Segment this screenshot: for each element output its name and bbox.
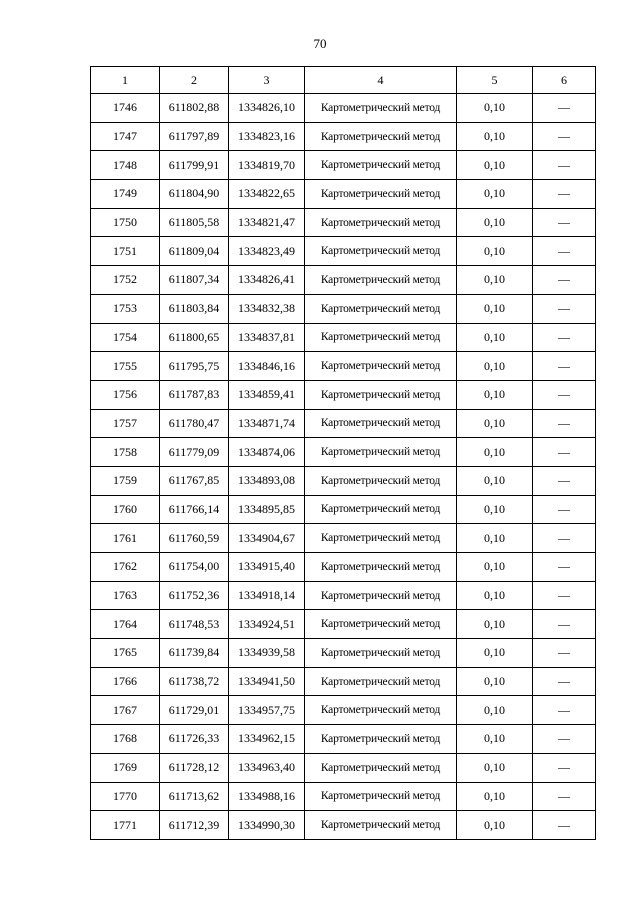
point-number-cell: 1761 [91,524,160,553]
x-coordinate-cell: 611787,83 [160,380,229,409]
table-row [91,266,596,295]
y-coordinate-cell: 1334826,41 [229,266,305,295]
x-coordinate-cell: 611754,00 [160,553,229,582]
table-row [91,438,596,467]
x-coordinate-cell: 611803,84 [160,294,229,323]
point-number-cell: 1762 [91,553,160,582]
method-cell: Картометрический метод [305,294,457,323]
accuracy-cell: 0,10 [457,380,533,409]
point-number-cell: 1766 [91,667,160,696]
method-cell: Картометрический метод [305,94,457,123]
method-cell: Картометрический метод [305,438,457,467]
x-coordinate-cell: 611728,12 [160,753,229,782]
y-coordinate-cell: 1334846,16 [229,352,305,381]
column-header-6: 6 [533,67,596,94]
accuracy-cell: 0,10 [457,667,533,696]
x-coordinate-cell: 611760,59 [160,524,229,553]
y-coordinate-cell: 1334918,14 [229,581,305,610]
x-coordinate-cell: 611752,36 [160,581,229,610]
accuracy-cell: 0,10 [457,208,533,237]
x-coordinate-cell: 611800,65 [160,323,229,352]
column-header-1: 1 [91,67,160,94]
table-row [91,409,596,438]
y-coordinate-cell: 1334988,16 [229,782,305,811]
table-row [91,581,596,610]
table-row [91,696,596,725]
accuracy-cell: 0,10 [457,151,533,180]
y-coordinate-cell: 1334823,16 [229,122,305,151]
table-row [91,180,596,209]
description-cell: — [533,180,596,209]
accuracy-cell: 0,10 [457,553,533,582]
point-number-cell: 1765 [91,639,160,668]
method-cell: Картометрический метод [305,122,457,151]
x-coordinate-cell: 611713,62 [160,782,229,811]
method-cell: Картометрический метод [305,180,457,209]
x-coordinate-cell: 611807,34 [160,266,229,295]
y-coordinate-cell: 1334837,81 [229,323,305,352]
method-cell: Картометрический метод [305,725,457,754]
accuracy-cell: 0,10 [457,639,533,668]
y-coordinate-cell: 1334963,40 [229,753,305,782]
point-number-cell: 1747 [91,122,160,151]
y-coordinate-cell: 1334819,70 [229,151,305,180]
method-cell: Картометрический метод [305,352,457,381]
point-number-cell: 1769 [91,753,160,782]
y-coordinate-cell: 1334957,75 [229,696,305,725]
y-coordinate-cell: 1334939,58 [229,639,305,668]
description-cell: — [533,725,596,754]
x-coordinate-cell: 611797,89 [160,122,229,151]
table-row [91,782,596,811]
point-number-cell: 1771 [91,811,160,840]
coordinates-table [90,66,596,840]
table-body [91,94,596,840]
point-number-cell: 1748 [91,151,160,180]
accuracy-cell: 0,10 [457,409,533,438]
accuracy-cell: 0,10 [457,524,533,553]
method-cell: Картометрический метод [305,639,457,668]
x-coordinate-cell: 611804,90 [160,180,229,209]
description-cell: — [533,696,596,725]
accuracy-cell: 0,10 [457,495,533,524]
method-cell: Картометрический метод [305,380,457,409]
description-cell: — [533,380,596,409]
point-number-cell: 1767 [91,696,160,725]
method-cell: Картометрический метод [305,696,457,725]
accuracy-cell: 0,10 [457,725,533,754]
accuracy-cell: 0,10 [457,94,533,123]
point-number-cell: 1756 [91,380,160,409]
description-cell: — [533,438,596,467]
description-cell: — [533,553,596,582]
method-cell: Картометрический метод [305,753,457,782]
x-coordinate-cell: 611767,85 [160,466,229,495]
accuracy-cell: 0,10 [457,237,533,266]
y-coordinate-cell: 1334895,85 [229,495,305,524]
point-number-cell: 1763 [91,581,160,610]
table-row [91,208,596,237]
column-header-3: 3 [229,67,305,94]
accuracy-cell: 0,10 [457,323,533,352]
point-number-cell: 1755 [91,352,160,381]
method-cell: Картометрический метод [305,323,457,352]
y-coordinate-cell: 1334990,30 [229,811,305,840]
method-cell: Картометрический метод [305,466,457,495]
x-coordinate-cell: 611809,04 [160,237,229,266]
table-row [91,94,596,123]
point-number-cell: 1758 [91,438,160,467]
point-number-cell: 1751 [91,237,160,266]
y-coordinate-cell: 1334962,15 [229,725,305,754]
accuracy-cell: 0,10 [457,782,533,811]
point-number-cell: 1749 [91,180,160,209]
description-cell: — [533,266,596,295]
description-cell: — [533,409,596,438]
x-coordinate-cell: 611712,39 [160,811,229,840]
y-coordinate-cell: 1334826,10 [229,94,305,123]
method-cell: Картометрический метод [305,782,457,811]
table-row [91,466,596,495]
accuracy-cell: 0,10 [457,581,533,610]
table-row [91,524,596,553]
description-cell: — [533,323,596,352]
table-row [91,495,596,524]
x-coordinate-cell: 611799,91 [160,151,229,180]
description-cell: — [533,495,596,524]
y-coordinate-cell: 1334871,74 [229,409,305,438]
point-number-cell: 1759 [91,466,160,495]
y-coordinate-cell: 1334821,47 [229,208,305,237]
y-coordinate-cell: 1334904,67 [229,524,305,553]
description-cell: — [533,237,596,266]
accuracy-cell: 0,10 [457,753,533,782]
method-cell: Картометрический метод [305,237,457,266]
x-coordinate-cell: 611780,47 [160,409,229,438]
table-row [91,610,596,639]
accuracy-cell: 0,10 [457,122,533,151]
accuracy-cell: 0,10 [457,180,533,209]
x-coordinate-cell: 611805,58 [160,208,229,237]
point-number-cell: 1750 [91,208,160,237]
accuracy-cell: 0,10 [457,294,533,323]
x-coordinate-cell: 611748,53 [160,610,229,639]
description-cell: — [533,811,596,840]
x-coordinate-cell: 611795,75 [160,352,229,381]
x-coordinate-cell: 611802,88 [160,94,229,123]
table-row [91,725,596,754]
method-cell: Картометрический метод [305,208,457,237]
method-cell: Картометрический метод [305,667,457,696]
accuracy-cell: 0,10 [457,352,533,381]
description-cell: — [533,208,596,237]
accuracy-cell: 0,10 [457,610,533,639]
table-row [91,323,596,352]
description-cell: — [533,753,596,782]
table-row [91,667,596,696]
method-cell: Картометрический метод [305,524,457,553]
description-cell: — [533,667,596,696]
table-row [91,380,596,409]
method-cell: Картометрический метод [305,151,457,180]
description-cell: — [533,94,596,123]
y-coordinate-cell: 1334832,38 [229,294,305,323]
point-number-cell: 1754 [91,323,160,352]
x-coordinate-cell: 611766,14 [160,495,229,524]
accuracy-cell: 0,10 [457,438,533,467]
x-coordinate-cell: 611726,33 [160,725,229,754]
description-cell: — [533,639,596,668]
point-number-cell: 1757 [91,409,160,438]
column-header-4: 4 [305,67,457,94]
description-cell: — [533,122,596,151]
accuracy-cell: 0,10 [457,696,533,725]
y-coordinate-cell: 1334941,50 [229,667,305,696]
table-row [91,639,596,668]
y-coordinate-cell: 1334823,49 [229,237,305,266]
y-coordinate-cell: 1334893,08 [229,466,305,495]
method-cell: Картометрический метод [305,495,457,524]
point-number-cell: 1764 [91,610,160,639]
y-coordinate-cell: 1334874,06 [229,438,305,467]
description-cell: — [533,610,596,639]
method-cell: Картометрический метод [305,409,457,438]
description-cell: — [533,782,596,811]
point-number-cell: 1752 [91,266,160,295]
table-row [91,294,596,323]
x-coordinate-cell: 611779,09 [160,438,229,467]
accuracy-cell: 0,10 [457,811,533,840]
x-coordinate-cell: 611739,84 [160,639,229,668]
point-number-cell: 1760 [91,495,160,524]
table-row [91,753,596,782]
accuracy-cell: 0,10 [457,466,533,495]
column-header-2: 2 [160,67,229,94]
point-number-cell: 1753 [91,294,160,323]
method-cell: Картометрический метод [305,610,457,639]
point-number-cell: 1768 [91,725,160,754]
y-coordinate-cell: 1334822,65 [229,180,305,209]
accuracy-cell: 0,10 [457,266,533,295]
point-number-cell: 1770 [91,782,160,811]
method-cell: Картометрический метод [305,553,457,582]
table-header [91,67,596,94]
description-cell: — [533,151,596,180]
y-coordinate-cell: 1334915,40 [229,553,305,582]
table-row [91,237,596,266]
table-row [91,553,596,582]
description-cell: — [533,466,596,495]
table-row [91,811,596,840]
table-row [91,352,596,381]
column-header-5: 5 [457,67,533,94]
point-number-cell: 1746 [91,94,160,123]
y-coordinate-cell: 1334859,41 [229,380,305,409]
x-coordinate-cell: 611738,72 [160,667,229,696]
header-row [91,67,596,94]
x-coordinate-cell: 611729,01 [160,696,229,725]
method-cell: Картометрический метод [305,266,457,295]
method-cell: Картометрический метод [305,811,457,840]
description-cell: — [533,352,596,381]
description-cell: — [533,581,596,610]
table-row [91,122,596,151]
method-cell: Картометрический метод [305,581,457,610]
y-coordinate-cell: 1334924,51 [229,610,305,639]
page-number: 70 [313,36,327,51]
description-cell: — [533,524,596,553]
description-cell: — [533,294,596,323]
table-row [91,151,596,180]
